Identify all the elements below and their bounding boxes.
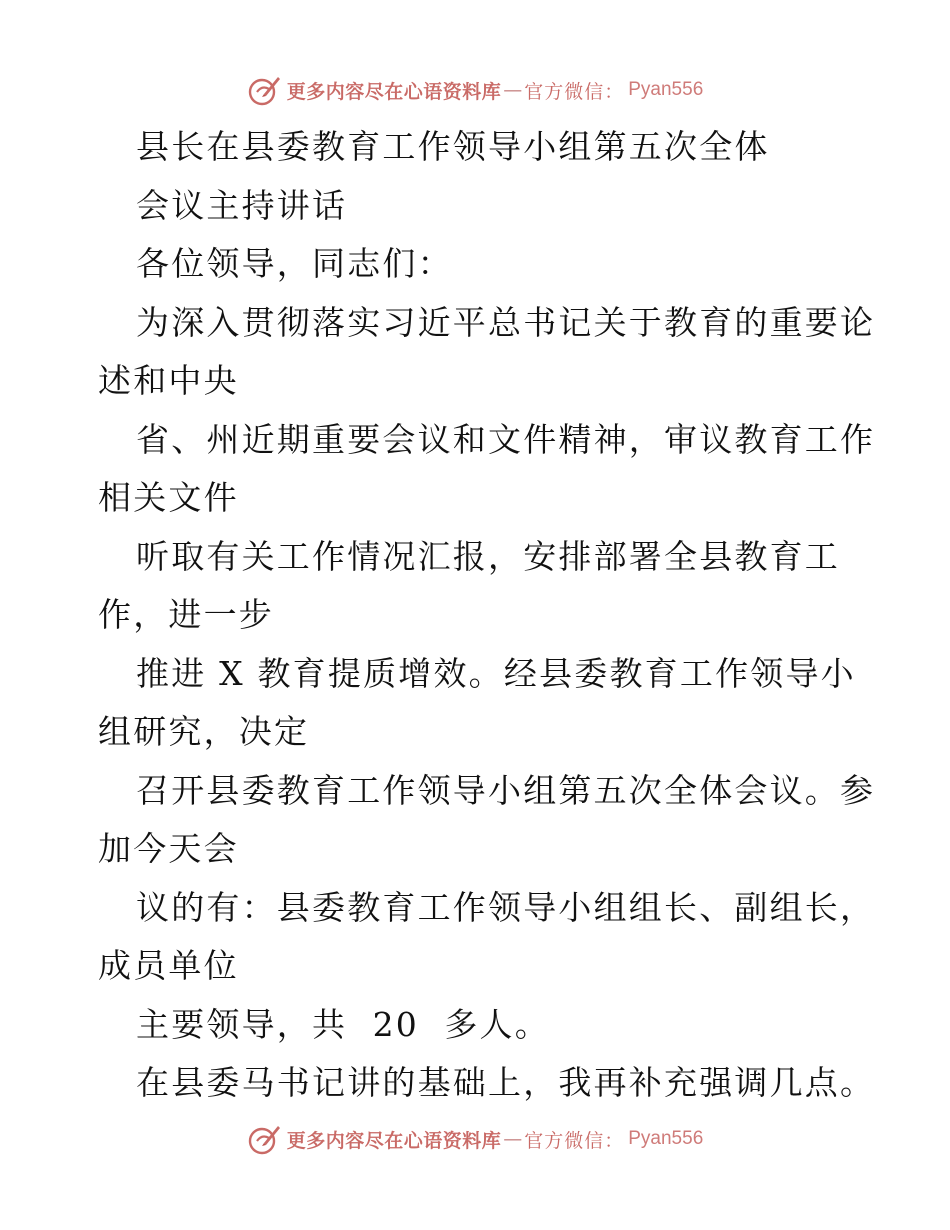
doc-title-line-1: 县长在县委教育工作领导小组第五次全体 <box>136 127 770 166</box>
doc-text-line: 为深入贯彻落实习近平总书记关于教育的重要论 <box>136 302 876 342</box>
doc-text-line: 作，进一步 <box>98 595 274 634</box>
banner-site-label: 更多内容尽在心语资料库 <box>286 80 502 103</box>
doc-text-line: 议的有：县委教育工作领导小组组长、副组长， <box>136 887 876 927</box>
document-body <box>98 118 876 1113</box>
banner-site-label: 更多内容尽在心语资料库 <box>286 1129 502 1152</box>
doc-text-line: 听取有关工作情况汇报，安排部署全县教育工 <box>136 536 840 576</box>
doc-text-line: 加今天会 <box>98 829 239 868</box>
banner-wechat-label: 官方微信： <box>524 1129 625 1152</box>
footer-banner[interactable] <box>0 1119 950 1159</box>
banner-wechat-id: Pyan556 <box>628 1128 704 1149</box>
doc-text-line: 主要领导，共 20 多人。 <box>136 1004 550 1044</box>
doc-text-line: 在县委马书记讲的基础上，我再补充强调几点。 <box>136 1063 876 1102</box>
doc-text-line: 组研究，决定 <box>98 712 310 751</box>
doc-salutation: 各位领导，同志们： <box>136 244 453 283</box>
header-banner[interactable] <box>0 70 950 110</box>
doc-text-line: 召开县委教育工作领导小组第五次全体会议。参 <box>136 770 876 810</box>
doc-text-line: 相关文件 <box>98 478 239 517</box>
doc-text-line: 述和中央 <box>98 361 239 400</box>
pen-logo-icon <box>247 1122 281 1156</box>
doc-title-line-2: 会议主持讲话 <box>136 185 348 225</box>
doc-text-line: 推进 X 教育提质增效。经县委教育工作领导小 <box>136 653 856 693</box>
banner-dash: — <box>503 79 523 101</box>
banner-dash: — <box>503 1128 523 1150</box>
banner-wechat-id: Pyan556 <box>628 79 704 100</box>
banner-wechat-label: 官方微信： <box>524 80 625 103</box>
pen-logo-icon <box>247 73 281 107</box>
doc-text-line: 成员单位 <box>98 946 239 985</box>
doc-text-line: 省、州近期重要会议和文件精神，审议教育工作 <box>136 419 876 459</box>
